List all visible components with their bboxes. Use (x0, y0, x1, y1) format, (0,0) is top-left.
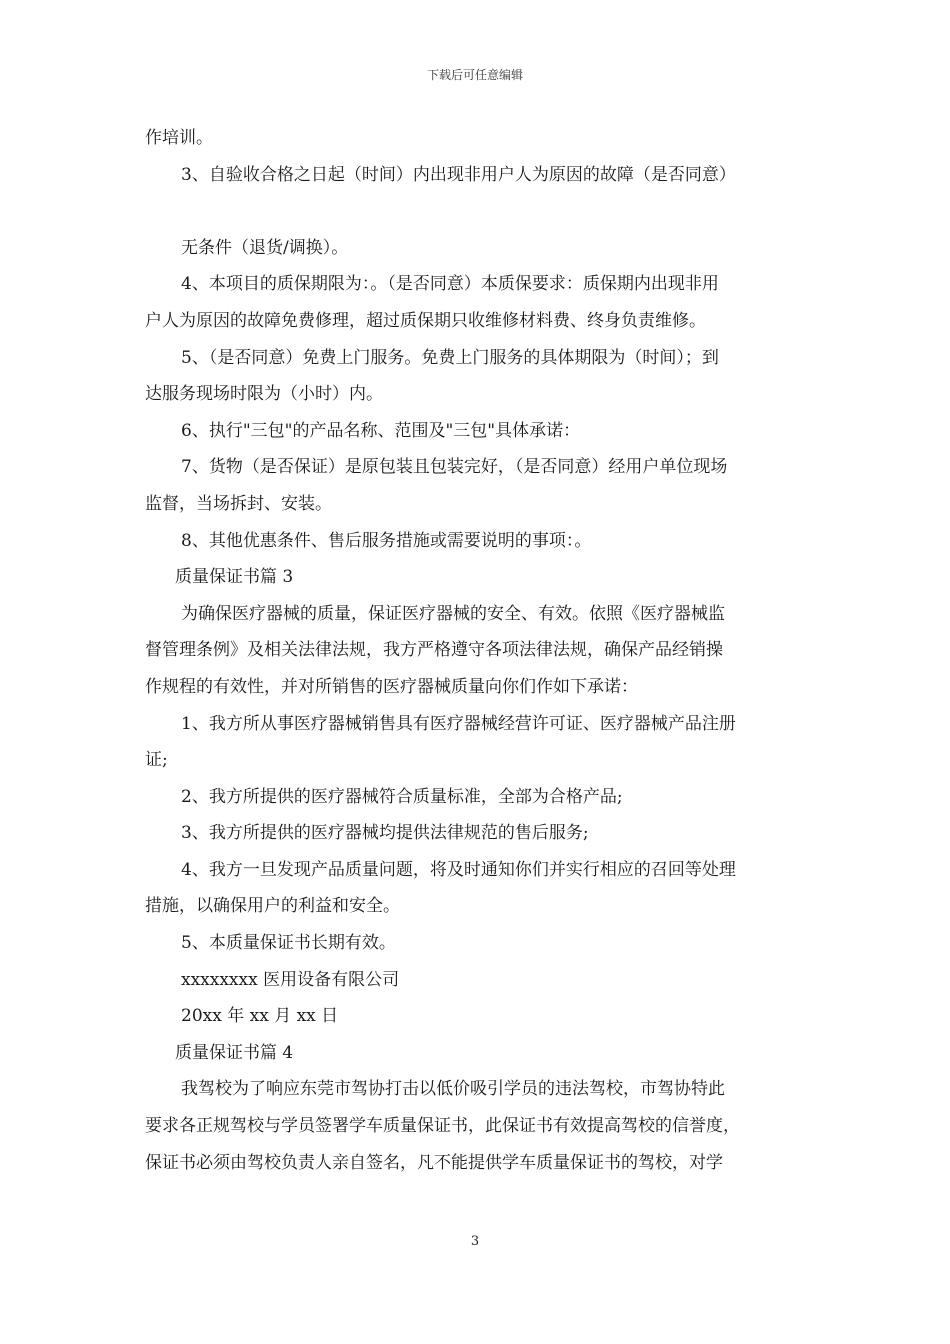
text-line: 4、我方一旦发现产品质量问题，将及时通知你们并实行相应的召回等处理 (181, 859, 736, 880)
text-line: 监督，当场拆封、安装。 (145, 493, 332, 514)
text-line: 5、本质量保证书长期有效。 (181, 933, 396, 954)
text-line: 7、货物（是否保证）是原包装且包装完好，（是否同意）经用户单位现场 (181, 457, 728, 478)
page-number: 3 (470, 1234, 480, 1249)
text-line: 6、执行"三包"的产品名称、范围及"三包"具体承诺： (181, 420, 581, 441)
text-line: 2、我方所提供的医疗器械符合质量标准，全部为合格产品; (181, 786, 623, 807)
text-line: 我驾校为了响应东莞市驾协打击以低价吸引学员的违法驾校，市驾协特此 (181, 1079, 725, 1100)
text-line: 3、自验收合格之日起（时间）内出现非用户人为原因的故障（是否同意） (181, 164, 736, 185)
text-line: 达服务现场时限为（小时）内。 (145, 384, 383, 405)
text-line: 要求各正规驾校与学员签署学车质量保证书，此保证书有效提高驾校的信誉度， (145, 1116, 740, 1137)
text-line: 无条件（退货/调换）。 (181, 237, 349, 258)
text-line: 作规程的有效性，并对所销售的医疗器械质量向你们作如下承诺： (145, 676, 638, 697)
document-body (145, 120, 810, 1181)
text-line: 保证书必须由驾校负责人亲自签名，凡不能提供学车质量保证书的驾校，对学 (145, 1152, 723, 1173)
text-line: 措施，以确保用户的利益和安全。 (145, 896, 400, 917)
text-line: 5、（是否同意）免费上门服务。免费上门服务的具体期限为（时间）；到 (181, 347, 719, 368)
text-line: 作培训。 (145, 128, 213, 148)
text-line: 证; (145, 750, 168, 771)
text-line: 4、本项目的质保期限为：。（是否同意）本质保要求：质保期内出现非用 (181, 274, 719, 295)
text-line: 8、其他优惠条件、售后服务措施或需要说明的事项：。 (181, 530, 592, 551)
text-line: 户人为原因的故障免费修理，超过质保期只收维修材料费、终身负责维修。 (145, 310, 706, 331)
text-line: 3、我方所提供的医疗器械均提供法律规范的售后服务; (181, 823, 589, 844)
text-line: 1、我方所从事医疗器械销售具有医疗器械经营许可证、医疗器械产品注册 (181, 713, 736, 734)
page-header: 下载后可任意编辑 (426, 68, 523, 82)
text-line: 为确保医疗器械的质量，保证医疗器械的安全、有效。依照《医疗器械监 (181, 603, 725, 624)
company-name: xxxxxxxx 医用设备有限公司 (181, 969, 400, 990)
paragraph-gap (145, 193, 810, 230)
section-heading: 质量保证书篇 3 (175, 567, 294, 588)
text-line: 督管理条例》及相关法律法规，我方严格遵守各项法律法规，确保产品经销操 (145, 640, 723, 661)
section-heading: 质量保证书篇 4 (175, 1042, 294, 1063)
date-line: 20xx 年 xx 月 xx 日 (181, 1006, 339, 1027)
